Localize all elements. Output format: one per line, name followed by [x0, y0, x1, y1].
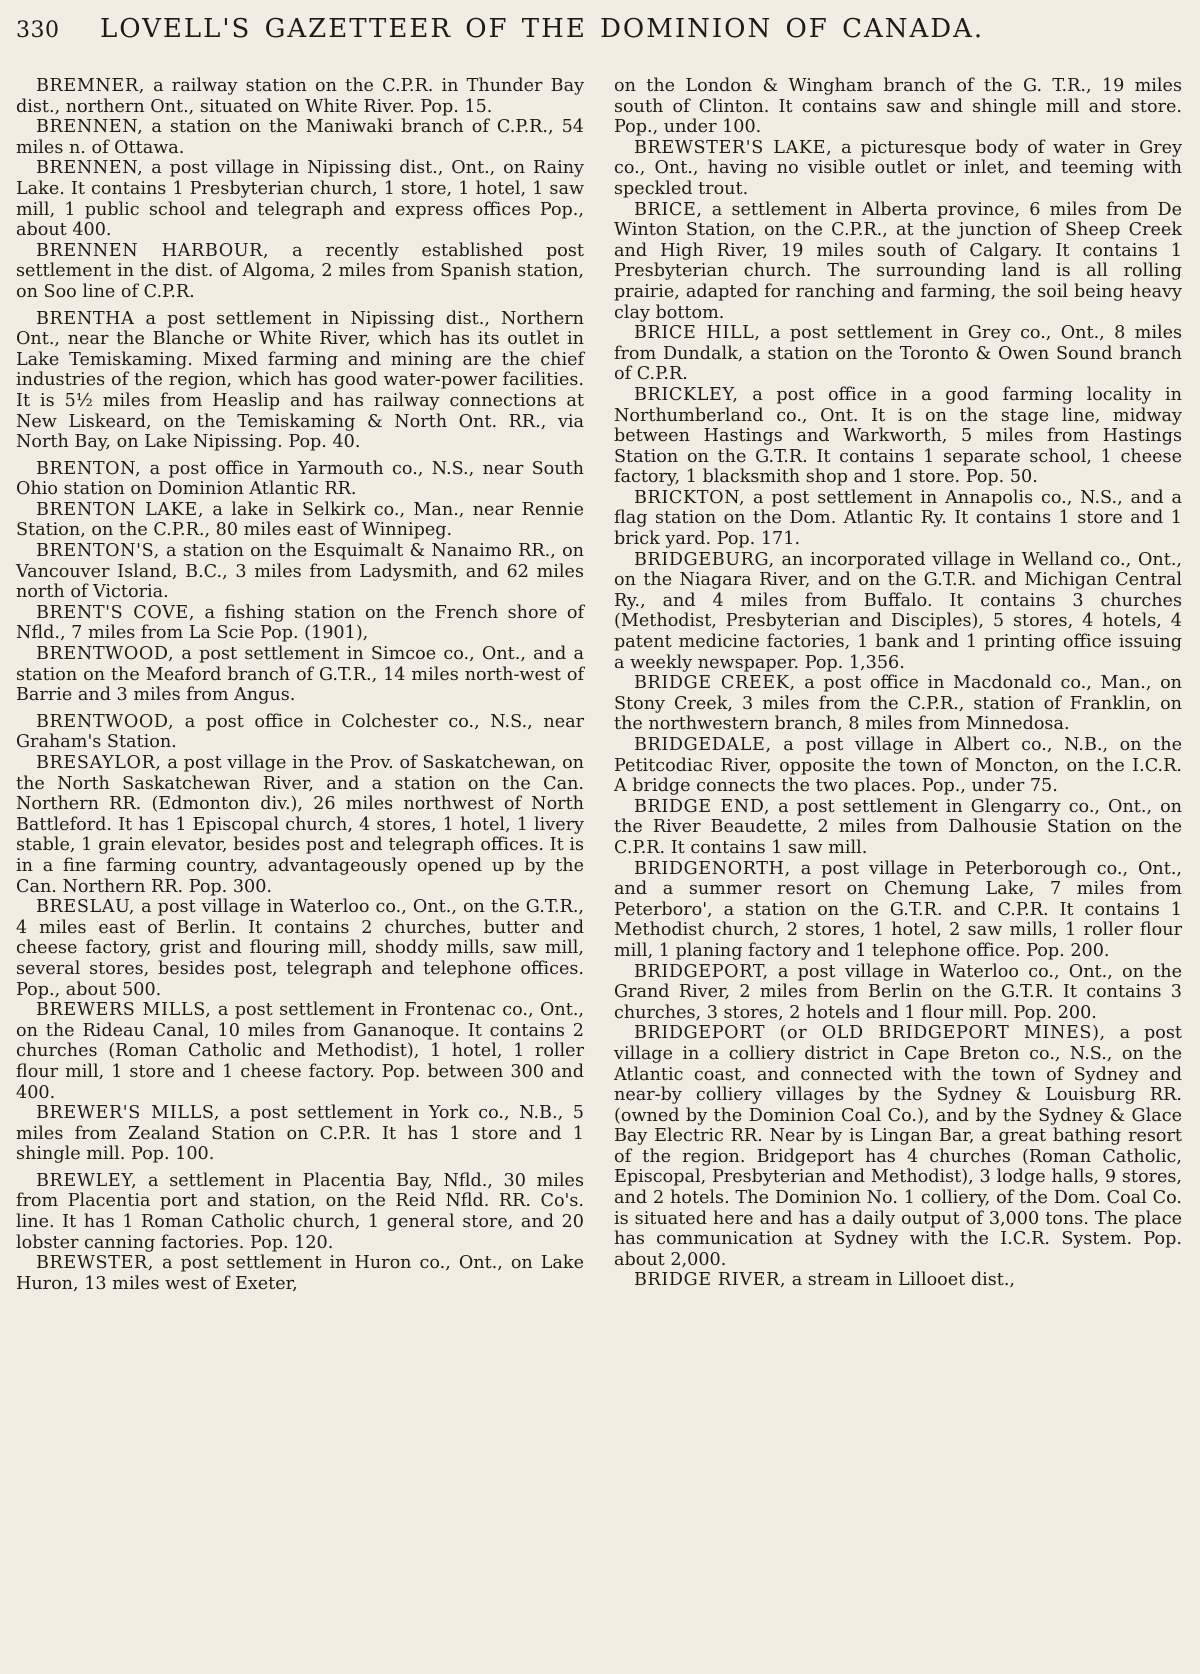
entry-headword: BRENNEN,: [36, 117, 144, 138]
gazetteer-entry: [16, 541, 584, 603]
text-columns: [16, 76, 1182, 1294]
entry-text: a railway station on the C.P.R. in Thunder Bay dist., northern Ont., situated on White River. Pop. 15.: [16, 76, 585, 117]
entry-headword: BRICKTON,: [634, 487, 746, 508]
entry-text: a picturesque body of water in Grey co., Ont., having no visible outlet or inlet, and teeming with speckled trout.: [614, 137, 1183, 199]
entry-text: a post village in Waterloo co., Ont., on the G.T.R., 4 miles east of Berlin. It contains 2 churches, butter and cheese factory, grist and flouring mill, shoddy mills, saw mill, several stores, besides post, telegraph and telephone offices. Pop., about 500.: [16, 897, 585, 1000]
entry-headword: BRIDGE RIVER,: [634, 1270, 787, 1291]
entry-text: a fishing station on the French shore of Nfld., 7 miles from La Scie Pop. (1901),: [16, 602, 584, 644]
gazetteer-entry: [614, 1023, 1182, 1270]
left-column: [16, 76, 584, 1294]
entry-headword: BRICE HILL,: [634, 323, 761, 344]
gazetteer-entry: [614, 673, 1182, 735]
entry-text: an incorporated village in Welland co., Ont., on the Niagara River, and on the G.T.R. and Michigan Central Ry., and 4 miles from Buffalo. It contains 3 churches (Methodist, Presbyterian and Disciples), 5 stores, 4 hotels, 4 patent medicine factories, 1 bank and 1 printing office issuing a weekly newspaper. Pop. 1,356.: [614, 549, 1183, 673]
gazetteer-entry: [16, 459, 584, 500]
entry-text: a post settlement in York co., N.B., 5 miles from Zealand Station on C.P.R. It has 1 store and 1 shingle mill. Pop. 100.: [16, 1103, 585, 1165]
entry-headword: BRENTON'S,: [36, 541, 160, 562]
continued-entry-text: on the London & Wingham branch of the G. T.R., 19 miles south of Clinton. It contains saw and shingle mill and store. Pop., under 100.: [614, 76, 1182, 138]
entry-text: a post settlement in Grey co., Ont., 8 miles from Dundalk, a station on the Toronto & Owen Sound branch of C.P.R.: [614, 323, 1183, 385]
gazetteer-entry: [614, 962, 1182, 1024]
entry-headword: BRIDGE CREEK,: [634, 673, 796, 694]
gazetteer-entry: [614, 138, 1182, 200]
entry-headword: BREWSTER'S LAKE,: [634, 137, 833, 158]
gazetteer-entry: [614, 735, 1182, 797]
entry-headword: BRESAYLOR,: [36, 753, 162, 773]
right-column: [614, 76, 1182, 1294]
entry-text: a stream in Lillooet dist.,: [791, 1270, 1016, 1291]
gazetteer-entry: [16, 712, 584, 753]
gazetteer-entry: [16, 603, 584, 644]
entry-headword: BREWERS MILLS,: [36, 1000, 212, 1021]
entry-text: a post village in Peterborough co., Ont., and a summer resort on Chemung Lake, 7 miles from Peterboro', a station on the G.T.R. and C.P.R. It contains 1 Methodist church, 2 stores, 1 hotel, 2 saw mills, 1 roller flour mill, 1 planing factory and 1 telephone office. Pop. 200.: [614, 858, 1183, 961]
entry-headword: BREMNER,: [36, 76, 145, 96]
gazetteer-entry: [16, 309, 584, 453]
entry-headword: BREWLEY,: [36, 1170, 138, 1191]
running-title: LOVELL'S GAZETTEER OF THE DOMINION OF CANADA.: [100, 14, 985, 44]
entry-text: a post office in Colchester co., N.S., near Graham's Station.: [16, 711, 585, 753]
gazetteer-entry: [16, 1253, 584, 1294]
gazetteer-entry: [614, 797, 1182, 859]
gazetteer-entry: [16, 897, 584, 1000]
gazetteer-entry: [16, 1103, 584, 1165]
gazetteer-entry: [614, 385, 1182, 488]
entry-headword: BRENNEN HARBOUR,: [36, 240, 270, 261]
entry-headword: BRICE,: [634, 199, 703, 220]
entry-text: a post office in Yarmouth co., N.S., near South Ohio station on Dominion Atlantic RR.: [16, 458, 584, 500]
gazetteer-entry: [614, 859, 1182, 962]
entry-text: a post office in a good farming locality in Northumberland co., Ont. It is on the stage line, midway between Hastings and Warkworth, 5 miles from Hastings Station on the G.T.R. It contains 1 separate school, 1 cheese factory, 1 blacksmith shop and 1 store. Pop. 50.: [614, 384, 1182, 488]
gazetteer-entry: [614, 488, 1182, 550]
gazetteer-entry: [16, 241, 584, 303]
entry-text: a post village in Albert co., N.B., on the Petitcodiac River, opposite the town of Moncton, on the I.C.R. A bridge connects the two places. Pop., under 75.: [614, 735, 1182, 797]
entry-text: a station on the Maniwaki branch of C.P.R., 54 miles n. of Ottawa.: [16, 117, 584, 158]
gazetteer-entry: [16, 76, 584, 117]
running-head: [16, 14, 1170, 58]
entry-headword: BRENTWOOD,: [36, 711, 175, 732]
entry-text: a post settlement in Frontenac co., Ont., on the Rideau Canal, 10 miles from Gananoque. It contains 2 churches (Roman Catholic and Methodist), 1 hotel, 1 roller flour mill, 1 store and 1 cheese factory. Pop. between 300 and 400.: [16, 1000, 585, 1103]
entry-headword: BRENTWOOD,: [36, 644, 175, 665]
gazetteer-entry: [614, 550, 1182, 674]
entry-headword: BRENT'S COVE,: [36, 602, 196, 623]
gazetteer-entry: [16, 1000, 584, 1103]
entry-headword: BRIDGEPORT,: [634, 961, 769, 982]
entry-text: a recently established post settlement in the dist. of Algoma, 2 miles from Spanish station, on Soo line of C.P.R.: [16, 240, 584, 302]
entry-text: a post village in a colliery district in Cape Breton co., N.S., on the Atlantic coast, and connected with the town of Sydney and near-by colliery villages by the Sydney & Louisburg RR. (owned by the Dominion Coal Co.), and by the Sydney & Glace Bay Electric RR. Near by is Lingan Bar, a great bathing resort of the region. Bridgeport has 4 churches (Roman Catholic, Episcopal, Presbyterian and Methodist), 3 lodge halls, 9 stores, and 2 hotels. The Dominion No. 1 colliery, of the Dom. Coal Co. is situated here and has a daily output of 3,000 tons. The place has communication at Sydney with the I.C.R. System. Pop. about 2,000.: [614, 1023, 1182, 1270]
entry-headword: BRIDGE END,: [634, 796, 771, 817]
entry-headword: BRICKLEY,: [634, 384, 739, 405]
gazetteer-entry: [614, 200, 1182, 324]
entry-headword: BRENTON,: [36, 458, 142, 479]
gazetteer-entry: [614, 323, 1182, 385]
entry-text: a post settlement in Glengarry co., Ont., on the River Beaudette, 2 miles from Dalhousie Station on the C.P.R. It contains 1 saw mill.: [614, 796, 1183, 858]
entry-headword: BRIDGEBURG,: [634, 549, 775, 570]
gazetteer-entry: [16, 158, 584, 240]
gazetteer-entry: [16, 117, 584, 158]
entry-text: a settlement in Placentia Bay, Nfld., 30 miles from Placentia port and station, on the Reid Nfld. RR. Co's. line. It has 1 Roman Catholic church, 1 general store, and 20 lobster canning factories. Pop. 120.: [16, 1170, 584, 1253]
entry-text: a settlement in Alberta province, 6 miles from De Winton Station, on the C.P.R., at the junction of Sheep Creek and High River, 19 miles south of Calgary. It contains 1 Presbyterian church. The surrounding land is all rolling prairie, adapted for ranching and farming, the soil being heavy clay bottom.: [614, 199, 1182, 323]
entry-headword: BREWSTER,: [36, 1253, 154, 1274]
entry-text: a station on the Esquimalt & Nanaimo RR., on Vancouver Island, B.C., 3 miles from Ladysmith, and 62 miles north of Victoria.: [16, 541, 584, 603]
entry-text: a post village in Nipissing dist., Ont., on Rainy Lake. It contains 1 Presbyterian church, 1 store, 1 hotel, 1 saw mill, 1 public school and telegraph and express offices Pop., about 400.: [16, 158, 584, 241]
gazetteer-entry: [16, 644, 584, 706]
entry-headword: BRENNEN,: [36, 158, 144, 179]
page-number: 330: [16, 18, 60, 43]
entry-text: a post settlement in Huron co., Ont., on Lake Huron, 13 miles west of Exeter,: [16, 1253, 584, 1294]
entry-text: a post office in Macdonald co., Man., on Stony Creek, 3 miles from the C.P.R., station of Franklin, on the northwestern branch, 8 miles from Minnedosa.: [614, 673, 1182, 735]
gazetteer-entry: [16, 753, 584, 897]
entry-text: a post village in Waterloo co., Ont., on the Grand River, 2 miles from Berlin on the G.T.R. It contains 3 churches, 3 stores, 2 hotels and 1 flour mill. Pop. 200.: [614, 961, 1183, 1023]
entry-text: a post settlement in Annapolis co., N.S., and a flag station on the Dom. Atlantic Ry. It contains 1 store and 1 brick yard. Pop. 171.: [614, 487, 1182, 550]
entry-text: a post settlement in Simcoe co., Ont., and a station on the Meaford branch of G.T.R., 14 miles north-west of Barrie and 3 miles from Angus.: [16, 644, 584, 706]
entry-headword: BRIDGEPORT (or OLD BRIDGEPORT MINES),: [634, 1023, 1106, 1044]
entry-headword: BRESLAU,: [36, 897, 136, 918]
entry-text: a lake in Selkirk co., Man., near Rennie Station, on the C.P.R., 80 miles east of Winnipeg.: [16, 499, 585, 541]
entry-headword: BREWER'S MILLS,: [36, 1103, 221, 1124]
entry-headword: BRIDGENORTH,: [634, 858, 791, 879]
entry-headword: BRENTON LAKE,: [36, 499, 205, 520]
gazetteer-entry: [614, 1270, 1182, 1291]
gazetteer-entry: [16, 1171, 584, 1253]
entry-text: a post village in the Prov. of Saskatchewan, on the North Saskatchewan River, and a station on the Can. Northern RR. (Edmonton div.), 26 miles northwest of North Battleford. It has 1 Episcopal church, 4 stores, 1 hotel, 1 livery stable, 1 grain elevator, besides post and telegraph offices. It is in a fine farming country, advantageously opened up by the Can. Northern RR. Pop. 300.: [16, 753, 584, 897]
gazetteer-entry: [16, 500, 584, 541]
entry-text: a post settlement in Nipissing dist., Northern Ont., near the Blanche or White River, which has its outlet in Lake Temiskaming. Mixed farming and mining are the chief industries of the region, which has good water-power facilities. It is 5½ miles from Heaslip and has railway connections at New Liskeard, on the Temiskaming & North Ont. RR., via North Bay, on Lake Nipissing. Pop. 40.: [16, 308, 584, 453]
entry-headword: BRENTHA: [36, 308, 135, 329]
entry-headword: BRIDGEDALE,: [634, 735, 772, 755]
